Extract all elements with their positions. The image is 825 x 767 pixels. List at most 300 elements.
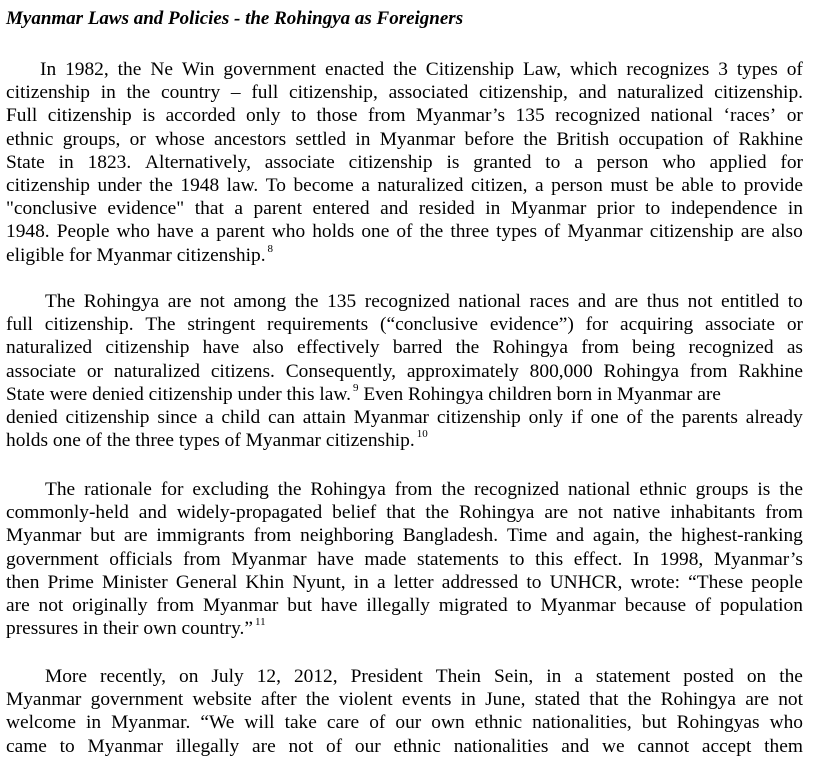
- word: to: [545, 151, 561, 173]
- word: the: [126, 82, 151, 104]
- word: national: [458, 291, 521, 312]
- word: Rohingya: [310, 479, 386, 500]
- word: citizenship: [348, 151, 433, 173]
- word: “We: [200, 712, 235, 734]
- word: the: [294, 291, 319, 312]
- word: 135: [515, 105, 545, 127]
- word: associated: [388, 82, 469, 104]
- word: recognized: [364, 291, 450, 312]
- word: statements: [416, 548, 499, 570]
- word: parent: [216, 221, 265, 243]
- word: of: [626, 406, 643, 428]
- word: from: [394, 479, 433, 500]
- word: for: [160, 479, 184, 500]
- word: Myanmar: [231, 548, 307, 570]
- word: Ne: [150, 59, 173, 80]
- word: recognizes: [626, 59, 710, 80]
- word: the: [779, 666, 803, 687]
- word: stringent: [187, 314, 256, 336]
- word: website: [192, 689, 252, 711]
- word: naturalized: [617, 82, 704, 104]
- paragraph-rationale: [6, 478, 803, 640]
- paragraph-rohingya-status: [6, 290, 803, 452]
- word: who: [116, 221, 150, 243]
- word: under: [97, 174, 142, 196]
- word: the: [523, 128, 548, 150]
- word: citizenship: [6, 82, 91, 104]
- word: them: [764, 735, 803, 757]
- word: recently,: [100, 666, 167, 687]
- footnote-ref: 8: [267, 242, 274, 255]
- word: immigrants: [156, 525, 245, 547]
- word: not: [288, 735, 314, 757]
- word: to: [787, 291, 803, 312]
- word: naturalized: [113, 360, 200, 382]
- word: and: [577, 291, 606, 312]
- word: made: [364, 548, 407, 570]
- word: 1948: [180, 174, 220, 196]
- word: “These: [688, 571, 744, 593]
- word: in: [460, 689, 476, 711]
- footnote-ref: 11: [254, 616, 266, 629]
- word: not: [778, 689, 803, 711]
- word: widely-propagated: [176, 502, 323, 524]
- word: Sein,: [493, 666, 534, 687]
- word: ethnic: [6, 128, 54, 150]
- word: holds: [312, 221, 355, 243]
- word: Myanmar: [379, 128, 456, 150]
- word: a: [574, 666, 583, 687]
- word: own: [431, 712, 465, 734]
- word: from: [253, 525, 292, 547]
- word: Rakhine: [738, 360, 803, 382]
- word: population: [720, 594, 803, 616]
- text-line: [6, 501, 803, 524]
- text-line: pressures in their own country.” $^{11}$: [6, 616, 266, 640]
- word: entitled: [721, 291, 780, 312]
- word: in: [485, 198, 501, 220]
- word: types: [496, 221, 538, 243]
- word: in: [100, 82, 116, 104]
- word: the: [425, 502, 450, 524]
- word: in: [58, 151, 74, 173]
- word: who: [271, 221, 306, 243]
- word: acquiring: [620, 314, 694, 336]
- word: have: [156, 221, 194, 243]
- word: Myanmar: [6, 689, 82, 711]
- word: June,: [485, 689, 526, 711]
- footnote-ref: 9: [352, 381, 359, 394]
- word: Full: [6, 105, 38, 127]
- word: The: [45, 291, 76, 312]
- word: The: [45, 479, 76, 500]
- word: can: [268, 406, 295, 428]
- word: barred: [392, 337, 443, 359]
- word: citizenship: [65, 406, 150, 428]
- word: resided: [418, 198, 475, 220]
- word: Law,: [523, 59, 562, 80]
- word: independence: [670, 198, 778, 220]
- word: or: [786, 314, 803, 336]
- word: commonly-held: [6, 502, 129, 524]
- word: Thein: [435, 666, 481, 687]
- word: already: [745, 406, 803, 428]
- word: originally: [72, 594, 148, 616]
- text-line: [6, 688, 803, 711]
- word: occupation: [618, 128, 704, 150]
- word: only: [528, 406, 564, 428]
- word: naturalized: [6, 337, 93, 359]
- word: Rohingya: [603, 360, 679, 382]
- word: effectively: [297, 337, 380, 359]
- word: before: [464, 128, 515, 150]
- word: those: [316, 105, 358, 127]
- word: to: [509, 548, 525, 570]
- paragraph-citizenship-law: [6, 58, 803, 267]
- word: or: [129, 128, 146, 150]
- word: also: [252, 337, 284, 359]
- word: attain: [302, 406, 346, 428]
- text-line: [45, 478, 803, 501]
- word: be: [655, 174, 674, 196]
- word: of: [396, 221, 413, 243]
- text-line: [6, 104, 803, 127]
- word: Rakhine: [738, 128, 803, 150]
- word: In: [40, 59, 57, 80]
- text-line: State were denied citizenship under this law. $^9$ Even Rohingya children born in Myanmar are: [6, 381, 721, 405]
- word: who: [662, 151, 696, 173]
- word: in: [546, 666, 562, 687]
- text-line: eligible for Myanmar citizenship. $^8$: [6, 242, 274, 266]
- word: cannot: [637, 735, 690, 757]
- word: a: [535, 174, 544, 196]
- word: citizenship.: [714, 82, 803, 104]
- word: that: [386, 502, 416, 524]
- word: in: [86, 712, 102, 734]
- text-line: [6, 220, 803, 243]
- word: for: [585, 314, 609, 336]
- word: this: [535, 548, 564, 570]
- word: citizenship: [105, 337, 190, 359]
- word: naturalized: [377, 174, 464, 196]
- word: Myanmar’s: [713, 548, 803, 570]
- word: are: [123, 525, 148, 547]
- word: associate: [264, 151, 335, 173]
- word: national: [567, 479, 631, 500]
- word: and: [556, 525, 585, 547]
- word: Myanmar: [203, 594, 279, 616]
- word: only: [246, 105, 281, 127]
- word: People: [56, 221, 110, 243]
- word: recognized: [688, 337, 774, 359]
- word: Myanmar: [353, 406, 430, 428]
- word: the: [650, 406, 675, 428]
- word: welcome: [6, 712, 76, 734]
- word: Myanmar: [510, 198, 587, 220]
- word: stated: [534, 689, 580, 711]
- text-line: [6, 711, 803, 734]
- word: that: [589, 689, 619, 711]
- word: to: [59, 735, 75, 757]
- word: ancestors: [213, 128, 287, 150]
- word: have: [317, 548, 354, 570]
- word: approximately: [406, 360, 519, 382]
- word: Win: [181, 59, 215, 80]
- text-line: [6, 360, 803, 383]
- word: evidence": [107, 198, 185, 220]
- word: 12,: [256, 666, 281, 687]
- word: 135: [327, 291, 357, 312]
- word: a: [234, 198, 243, 220]
- word: –: [230, 82, 241, 104]
- paragraph-thein-sein-statement: [6, 665, 803, 758]
- word: from: [765, 502, 803, 524]
- word: of: [369, 712, 386, 734]
- word: but: [90, 525, 116, 547]
- word: 1948.: [6, 221, 50, 243]
- text-line: [6, 313, 803, 336]
- word: the: [277, 479, 302, 500]
- word: full: [6, 314, 33, 336]
- section-heading: Myanmar Laws and Policies - the Rohingya as Foreigners: [6, 8, 464, 29]
- word: of: [694, 594, 712, 616]
- word: Bangladesh.: [402, 525, 499, 547]
- word: the: [627, 689, 652, 711]
- word: parents: [681, 406, 738, 428]
- word: must: [610, 174, 649, 196]
- word: effect.: [573, 548, 623, 570]
- word: national: [650, 105, 714, 127]
- word: our: [395, 712, 422, 734]
- footnote-ref: 10: [416, 428, 428, 441]
- word: one: [361, 221, 390, 243]
- word: in: [787, 198, 803, 220]
- word: statement: [595, 666, 671, 687]
- word: State: [6, 151, 45, 173]
- word: have: [202, 337, 240, 359]
- word: citizenship: [47, 105, 132, 127]
- text-line: [6, 197, 803, 220]
- word: nationalities: [453, 735, 549, 757]
- word: belief: [332, 502, 377, 524]
- word: citizenship,: [478, 82, 568, 104]
- text-line: [6, 524, 803, 547]
- word: citizenship.: [44, 314, 134, 336]
- word: are: [167, 291, 192, 312]
- word: provide: [743, 174, 803, 196]
- word: from: [156, 594, 195, 616]
- text-line: [6, 735, 803, 758]
- word: after: [261, 689, 297, 711]
- word: a: [377, 571, 386, 593]
- word: the: [455, 337, 480, 359]
- word: become: [293, 174, 354, 196]
- word: 2012,: [293, 666, 338, 687]
- word: thus: [646, 291, 680, 312]
- word: letter: [393, 571, 434, 593]
- word: races: [529, 291, 570, 312]
- word: officials: [109, 548, 173, 570]
- word: but: [641, 712, 667, 734]
- word: Rohingya: [459, 502, 535, 524]
- word: also: [771, 221, 803, 243]
- word: parent: [253, 198, 302, 220]
- word: which: [570, 59, 618, 80]
- word: three: [450, 221, 490, 243]
- text-line: [45, 290, 803, 313]
- word: citizenship: [6, 174, 91, 196]
- word: recognized: [473, 479, 560, 500]
- word: a: [361, 174, 370, 196]
- word: if: [570, 406, 583, 428]
- word: accorded: [165, 105, 236, 127]
- word: person: [551, 174, 603, 196]
- word: because: [624, 594, 687, 616]
- word: Rohingya: [83, 291, 160, 312]
- word: are: [745, 689, 769, 711]
- word: migrated: [438, 594, 508, 616]
- text-line: [6, 81, 803, 104]
- word: will: [244, 712, 275, 734]
- word: types: [736, 59, 778, 80]
- word: in: [353, 571, 369, 593]
- word: entered: [312, 198, 370, 220]
- word: 1823.: [87, 151, 132, 173]
- word: not: [38, 594, 64, 616]
- word: of: [544, 221, 561, 243]
- text-line: [6, 548, 803, 571]
- word: and: [561, 735, 590, 757]
- word: recognized: [555, 105, 641, 127]
- word: and: [138, 502, 167, 524]
- word: or: [786, 105, 803, 127]
- word: law.: [226, 174, 259, 196]
- word: addressed: [441, 571, 519, 593]
- word: 1982,: [65, 59, 109, 80]
- word: to: [645, 198, 661, 220]
- word: Khin: [245, 571, 285, 593]
- word: wrote:: [630, 571, 681, 593]
- text-line: holds one of the three types of Myanmar citizenship. $^{10}$: [6, 428, 428, 452]
- word: being: [632, 337, 676, 359]
- word: citizenship: [436, 406, 521, 428]
- word: neighboring: [300, 525, 394, 547]
- word: the: [117, 59, 142, 80]
- word: prior: [596, 198, 635, 220]
- word: July: [211, 666, 244, 687]
- word: able: [681, 174, 714, 196]
- word: Prime: [47, 571, 94, 593]
- word: government: [223, 59, 317, 80]
- word: (“conclusive: [380, 314, 479, 336]
- word: associate: [705, 314, 776, 336]
- word: one: [590, 406, 619, 428]
- word: of: [712, 128, 730, 150]
- word: to: [290, 105, 307, 127]
- word: not: [200, 291, 225, 312]
- word: ‘races’: [723, 105, 777, 127]
- word: evidence”): [489, 314, 574, 336]
- word: the: [393, 59, 417, 80]
- text-line: [6, 336, 803, 359]
- text-line: [6, 174, 803, 197]
- word: a: [204, 406, 214, 428]
- word: are: [6, 594, 30, 616]
- word: is: [142, 105, 156, 127]
- word: our: [354, 735, 381, 757]
- word: whose: [155, 128, 205, 150]
- word: since: [157, 406, 198, 428]
- word: citizens.: [210, 360, 275, 382]
- word: Consequently,: [285, 360, 396, 382]
- word: and: [380, 198, 409, 220]
- word: Myanmar: [567, 221, 643, 243]
- word: associate: [6, 360, 76, 382]
- word: of: [325, 735, 343, 757]
- word: ethnic: [393, 735, 441, 757]
- word: Rohingya: [660, 689, 736, 711]
- word: 3: [718, 59, 728, 80]
- word: Rohingya: [492, 337, 568, 359]
- word: "conclusive: [6, 198, 97, 220]
- word: Myanmar: [6, 525, 82, 547]
- word: enacted: [324, 59, 385, 80]
- word: ethnic: [639, 479, 687, 500]
- word: to: [526, 571, 542, 593]
- word: highest-ranking: [681, 525, 803, 547]
- word: to: [516, 594, 532, 616]
- text-line: [45, 665, 803, 688]
- word: Time: [506, 525, 548, 547]
- word: person: [596, 151, 649, 173]
- word: the: [419, 221, 444, 243]
- text-line: [6, 594, 803, 617]
- word: citizenship: [649, 221, 734, 243]
- word: 1998,: [659, 548, 704, 570]
- word: but: [287, 594, 313, 616]
- word: Citizenship: [425, 59, 515, 80]
- word: In: [632, 548, 650, 570]
- word: are: [614, 291, 639, 312]
- word: accept: [701, 735, 752, 757]
- word: the: [441, 479, 466, 500]
- word: UNHCR,: [549, 571, 623, 593]
- word: to: [721, 174, 737, 196]
- word: illegally: [366, 594, 430, 616]
- word: Nyunt,: [292, 571, 346, 593]
- word: the: [305, 689, 330, 711]
- word: President: [350, 666, 423, 687]
- word: Myanmar: [540, 594, 616, 616]
- word: government: [6, 548, 99, 570]
- word: nationalities,: [532, 712, 632, 734]
- word: on: [179, 666, 199, 687]
- word: groups,: [62, 128, 121, 150]
- word: from: [367, 105, 406, 127]
- word: came: [6, 735, 47, 757]
- word: applied: [709, 151, 767, 173]
- word: British: [556, 128, 610, 150]
- word: requirements: [267, 314, 369, 336]
- word: settled: [295, 128, 347, 150]
- word: the: [779, 479, 803, 500]
- word: To: [265, 174, 286, 196]
- word: rationale: [84, 479, 152, 500]
- word: 800,000: [529, 360, 593, 382]
- word: a: [200, 221, 210, 243]
- word: government: [90, 689, 184, 711]
- text-line: [6, 128, 803, 151]
